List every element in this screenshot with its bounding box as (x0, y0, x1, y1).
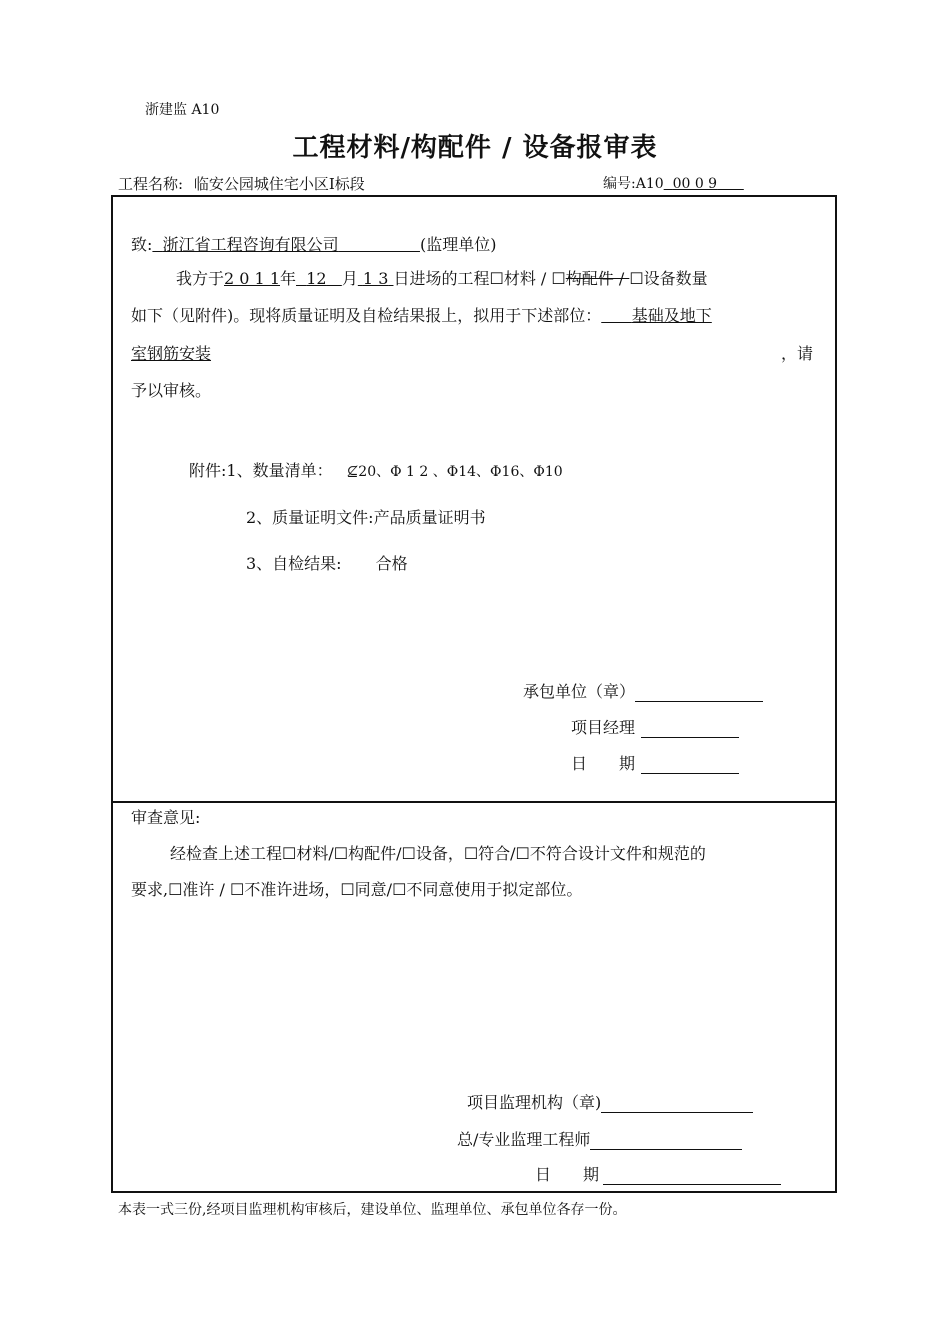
review-title: 审查意见: (131, 808, 201, 827)
to-suffix: (监理单位) (419, 235, 497, 254)
supervision-date: 日 期 (535, 1162, 781, 1185)
application-line-1: 我方于2 0 1 1年 12 月 1 3 日进场的工程☐材料 / ☐构配件 / ☐设备数量 (176, 269, 708, 288)
entry-day: 1 3 (362, 269, 389, 288)
form-code: 浙建监 A10 (145, 102, 220, 118)
supervision-unit: 浙江省工程咨询有限公司 (162, 235, 339, 254)
entry-month: 12 (306, 269, 327, 288)
addressee-line (131, 232, 496, 255)
supervision-date-blank (603, 1165, 781, 1185)
project-name: 临安公园城住宅小区Ⅰ标段 (193, 175, 365, 193)
struck-option: 构配件 / (565, 269, 630, 288)
review-line-2: 要求,☐准许 / ☐不准许进场，☐同意/☐不同意使用于拟定部位。 (131, 880, 583, 899)
supervising-engineer: 总/专业监理工程师 (457, 1127, 742, 1150)
contractor-seal-blank (635, 682, 763, 702)
entry-year: 2 0 1 1 (224, 269, 280, 288)
document-title: 工程材料/构配件 / 设备报审表 (292, 133, 658, 163)
self-inspection-result: 合格 (375, 554, 408, 573)
number-label: 编号:A10 (603, 176, 664, 192)
attachment-quality-certificate: 2、质量证明文件:产品质量证明书 (246, 508, 486, 527)
section-divider (111, 801, 837, 803)
review-line-1: 经检查上述工程☐材料/☐构配件/☐设备，☐符合/☐不符合设计文件和规范的 (170, 844, 706, 863)
supervising-engineer-blank (590, 1130, 742, 1150)
application-line-4: 予以审核。 (131, 381, 212, 400)
usage-location-part1: 基础及地下 (631, 306, 712, 325)
certificate-name: 产品质量证明书 (373, 508, 486, 527)
document-number (603, 173, 744, 193)
contractor-date-blank (641, 754, 739, 774)
to-label: 致: (131, 235, 153, 254)
rebar-specs: ⊈20、Φ 1 2 、Φ14、Φ16、Φ10 (346, 464, 563, 480)
attachment-self-inspection: 3、自检结果: 合格 (246, 554, 408, 573)
project-manager: 项目经理 (571, 715, 739, 738)
supervision-org-blank (601, 1093, 753, 1113)
project-name-line (118, 173, 365, 194)
contractor-seal: 承包单位（章） (523, 679, 763, 702)
application-line-3: 室钢筋安装 ，请 (131, 344, 814, 363)
project-manager-blank (641, 718, 739, 738)
contractor-date: 日 期 (571, 751, 739, 774)
attachment-quantity-list: 附件:1、数量清单： ⊈20、Φ 1 2 、Φ14、Φ16、Φ10 (189, 461, 563, 480)
project-name-label: 工程名称: (118, 175, 184, 193)
footer-note: 本表一式三份,经项目监理机构审核后，建设单位、监理单位、承包单位各存一份。 (118, 1202, 627, 1218)
usage-location-part2: 室钢筋安装 (131, 344, 212, 363)
application-line-2: 如下（见附件)。现将质量证明及自检结果报上，拟用于下述部位： 基础及地下 (131, 306, 712, 325)
number-value: 00 0 9 (672, 176, 718, 192)
supervision-org-seal: 项目监理机构（章) (467, 1090, 753, 1113)
